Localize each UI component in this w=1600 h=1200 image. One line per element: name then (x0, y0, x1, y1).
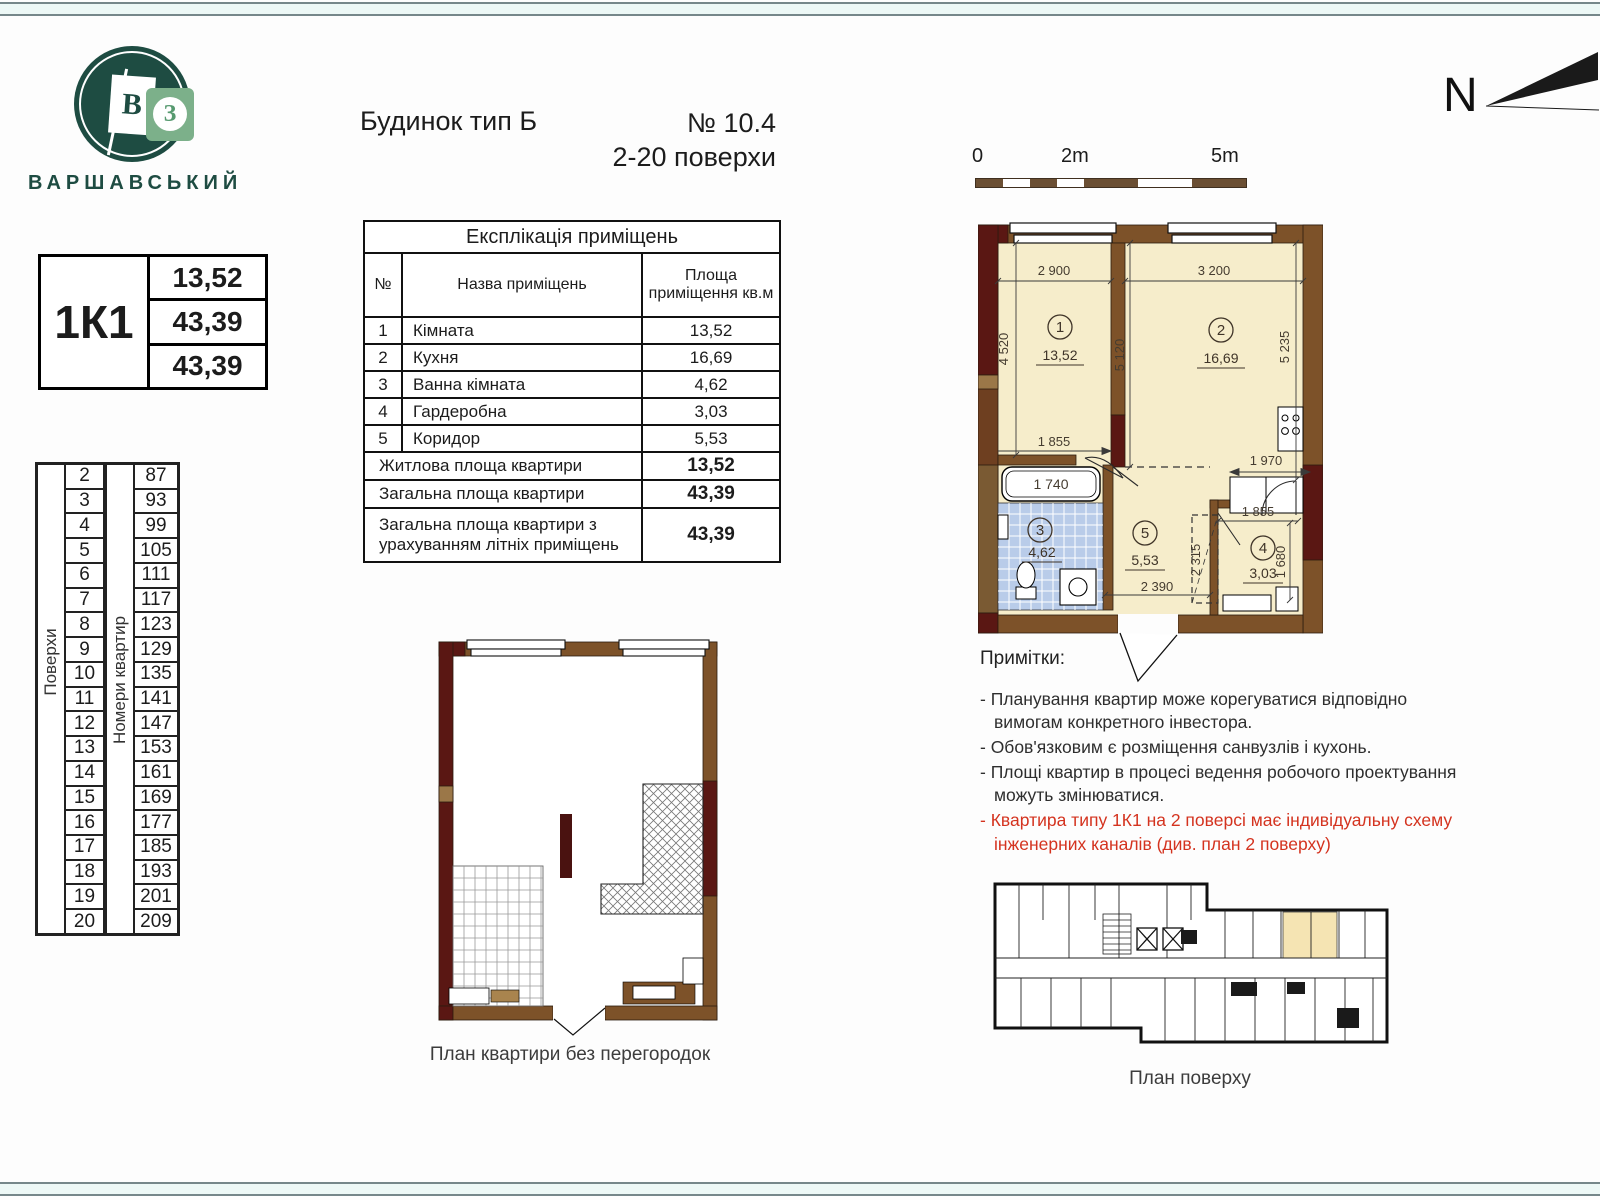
room3-area: 4,62 (1028, 544, 1056, 560)
explication-cell-name: Гардеробна (402, 398, 642, 425)
page-border-top (0, 2, 1600, 16)
explication-cell-name: Ванна кімната (402, 371, 642, 398)
dim-room1-width: 2 900 (1037, 263, 1071, 278)
card-total-area: 43,39 (150, 298, 265, 342)
explication-cell-name: Кімната (402, 317, 642, 344)
card-total-area-summer: 43,39 (150, 343, 265, 387)
dim-room1-height: 4 520 (996, 332, 1011, 366)
floor-number-cell: 14 (66, 760, 103, 785)
explication-summary-row (364, 480, 780, 508)
scale-bar (972, 145, 1247, 193)
floor-plan-caption: План поверху (1129, 1068, 1251, 1089)
apartment-number-cell: 135 (135, 661, 177, 686)
apartment-number-cell: 99 (135, 512, 177, 537)
highlighted-apartment (1283, 912, 1337, 958)
dim-room2-height: 5 235 (1277, 330, 1292, 364)
room1-area: 13,52 (1042, 347, 1078, 363)
explication-cell-no: 4 (364, 398, 402, 425)
floor-number-cell: 15 (66, 785, 103, 810)
explication-cell-no: 5 (364, 425, 402, 452)
floor-number-cell: 16 (66, 809, 103, 834)
explication-row (364, 317, 780, 344)
room4-number: 4 (1258, 540, 1268, 557)
apartment-number-cell: 87 (145, 465, 167, 487)
north-arrow-icon (1482, 50, 1600, 125)
scale-bar-strip (975, 178, 1247, 188)
noparts-entrance-door (553, 1005, 605, 1035)
floor-number-cell: 4 (66, 512, 103, 537)
apartment-number-cell: 193 (135, 859, 177, 884)
floors-table (35, 462, 106, 936)
explication-row (364, 344, 780, 371)
sink-icon (998, 515, 1008, 539)
summary-area: 13,52 (642, 452, 780, 480)
dim-mid-height: 5 120 (1112, 338, 1127, 372)
stove-icon (1278, 407, 1303, 451)
apartment-number-cell: 161 (135, 760, 177, 785)
explication-cell-no: 1 (364, 317, 402, 344)
dim-corridor-width: 2 390 (1140, 579, 1174, 594)
room3-number: 3 (1035, 522, 1045, 539)
building-type-title: Будинок тип Б (360, 106, 538, 136)
hall-furniture-icon (1223, 595, 1271, 611)
apartment-number-cell: 169 (135, 785, 177, 810)
note-item: - Квартира типу 1К1 на 2 поверсі має індивідуальну схему інженерних каналів (див. план 2 поверху) (980, 810, 1453, 854)
explication-cell-area: 16,69 (642, 344, 780, 371)
explication-cell-area: 3,03 (642, 398, 780, 425)
explication-row (364, 425, 780, 452)
floor-number-cell: 3 (66, 488, 103, 513)
apartments-label-cell (107, 465, 135, 933)
floor-number-cell: 20 (66, 908, 103, 933)
brand-name: ВАРШАВСЬКИЙ (28, 172, 243, 194)
dim-duct-height: 2 315 (1188, 543, 1203, 577)
apartment-number-cell: 123 (135, 611, 177, 636)
floor-number-cell: 7 (66, 587, 103, 612)
scale-tick-5m: 5m (1211, 145, 1239, 167)
floor-number-cell: 13 (66, 735, 103, 760)
apartment-number-cell: 201 (135, 883, 177, 908)
apartment-number-cell: 147 (135, 710, 177, 735)
floors-label-cell (38, 465, 66, 933)
fridge-icon (1276, 587, 1298, 611)
explication-cell-name: Кухня (402, 344, 642, 371)
notes-title: Примітки: (980, 648, 1066, 669)
apartment-number-cell: 153 (135, 735, 177, 760)
summary-area: 43,39 (642, 508, 780, 562)
explication-row (364, 371, 780, 398)
col-header-name: Назва приміщень (402, 253, 642, 317)
explication-cell-no: 3 (364, 371, 402, 398)
room4-area: 3,03 (1249, 565, 1277, 581)
floor-number-cell: 11 (66, 686, 103, 711)
notes-list (980, 688, 1460, 856)
explication-cell-area: 13,52 (642, 317, 780, 344)
floor-number-cell: 9 (66, 636, 103, 661)
page-border-bottom (0, 1182, 1600, 1196)
floors-label: Поверхи (41, 627, 60, 696)
explication-cell-name: Коридор (402, 425, 642, 452)
explication-cell-area: 4,62 (642, 371, 780, 398)
note-item: - Площі квартир в процесі ведення робочого проектування можуть змінюватися. (980, 762, 1457, 806)
apartment-plan-drawing (978, 215, 1323, 685)
dim-bath-length: 1 740 (1033, 476, 1069, 492)
dim-bath-width: 1 855 (1037, 434, 1071, 449)
explication-title: Експлікація приміщень (364, 221, 780, 253)
floor-number-cell: 10 (66, 661, 103, 686)
summary-label: Загальна площа квартири з урахуванням літніх приміщень (364, 508, 642, 562)
apartment-number-cell: 117 (135, 587, 177, 612)
notes-block (980, 648, 1460, 858)
apartment-number-cell: 177 (135, 809, 177, 834)
toilet-icon (1016, 562, 1036, 599)
floor-number-cell: 18 (66, 859, 103, 884)
scale-tick-2m: 2m (1061, 145, 1089, 167)
logo-badge-letter: З (153, 97, 187, 131)
explication-cell-area: 5,53 (642, 425, 780, 452)
summary-label: Житлова площа квартири (364, 452, 642, 480)
apartment-type-card (38, 254, 268, 390)
floor-number-cell: 6 (66, 562, 103, 587)
room5-number: 5 (1140, 525, 1150, 542)
floor-number-cell: 8 (66, 611, 103, 636)
scale-tick-0: 0 (972, 145, 984, 167)
dim-wardrobe-width: 1 855 (1241, 504, 1275, 519)
dim-room2-width: 3 200 (1197, 263, 1231, 278)
dim-kitchen-counter: 1 970 (1249, 453, 1283, 468)
north-label: N (1443, 69, 1478, 122)
duct-bar (560, 814, 572, 878)
floor-number-cell: 5 (66, 537, 103, 562)
floor-number-cell: 2 (79, 465, 90, 487)
apartment-number-cell: 141 (135, 686, 177, 711)
floor-plan-drawing (985, 870, 1395, 1055)
explication-summary-row (364, 452, 780, 480)
room5-area: 5,53 (1131, 552, 1159, 568)
explication-cell-no: 2 (364, 344, 402, 371)
apartment-number-cell: 93 (135, 488, 177, 513)
explication-row (364, 398, 780, 425)
dim-wardrobe-height: 1 680 (1273, 545, 1288, 579)
floor-number-cell: 12 (66, 710, 103, 735)
tile-grid-region (453, 866, 543, 1006)
room2-area: 16,69 (1203, 350, 1239, 366)
summary-area: 43,39 (642, 480, 780, 508)
summary-label: Загальна площа квартири (364, 480, 642, 508)
col-header-no: № (364, 253, 402, 317)
plan-number-block (560, 106, 776, 174)
apartment-number-cell: 185 (135, 834, 177, 859)
note-item: - Планування квартир може корегуватися відповідно вимогам конкретного інвестора. (980, 689, 1408, 733)
floor-number-cell: 19 (66, 883, 103, 908)
note-item: - Обов'язковим є розміщення санвузлів і кухонь. (980, 737, 1372, 758)
logo-badge (146, 88, 194, 141)
floors-range: 2-20 поверхи (612, 142, 776, 172)
apartment-number-cell: 209 (135, 908, 177, 933)
col-header-area: Площа приміщення кв.м (642, 253, 780, 317)
explication-summary-row (364, 508, 780, 562)
apartment-plan-caption: План квартири без перегородок (429, 1044, 711, 1065)
apartment-number-cell: 111 (135, 562, 177, 587)
apartments-label: Номери квартир (110, 616, 129, 745)
logo-flag-icon: В (108, 75, 156, 136)
washer-icon (1060, 569, 1096, 605)
plan-number: № 10.4 (686, 108, 776, 138)
room1-number: 1 (1055, 319, 1065, 336)
explication-table (363, 220, 781, 563)
room2-number: 2 (1216, 322, 1226, 339)
apartments-column (135, 465, 177, 933)
apartment-type: 1К1 (41, 257, 150, 387)
apartment-number-cell: 129 (135, 636, 177, 661)
apartment-number-cell: 105 (135, 537, 177, 562)
card-living-area: 13,52 (172, 261, 243, 293)
floor-number-cell: 17 (66, 834, 103, 859)
floors-column (66, 465, 103, 933)
apartment-plan-no-partitions (433, 636, 723, 1036)
apartment-numbers-table (104, 462, 180, 936)
